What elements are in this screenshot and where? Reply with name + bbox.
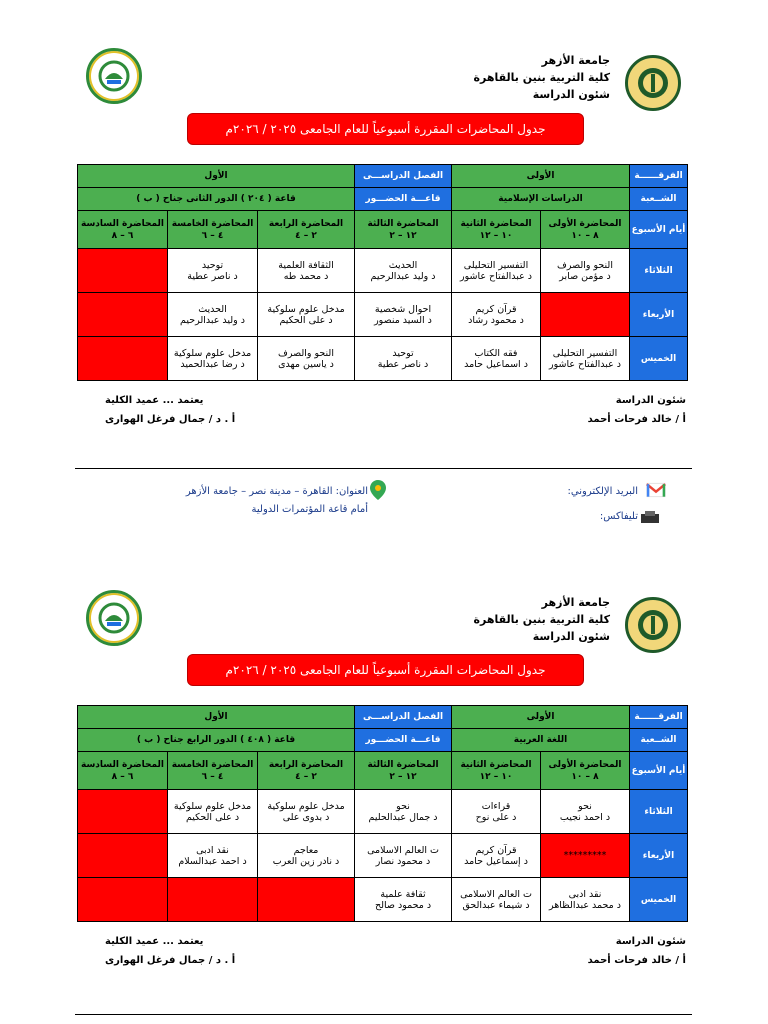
cell-content bbox=[541, 348, 629, 370]
dean-name: أ . د / جمال فرغل الهوارى bbox=[105, 955, 236, 966]
schedule-cell bbox=[355, 293, 452, 337]
schedule-cell bbox=[452, 293, 541, 337]
schedule-cell bbox=[258, 293, 355, 337]
lecture-header bbox=[168, 752, 258, 790]
lecture-name: المحاضرة الثالثة bbox=[367, 759, 439, 770]
teacher-name: د عبدالفتاح عاشور bbox=[459, 270, 533, 282]
teacher-name: د احمد نجيب bbox=[559, 811, 611, 823]
schedule-cell bbox=[168, 249, 258, 293]
schedule-cell bbox=[168, 790, 258, 834]
lecture-header bbox=[258, 752, 355, 790]
subject-name: قرآن كريم bbox=[475, 844, 517, 856]
teacher-name: د إسماعيل حامد bbox=[464, 855, 528, 867]
schedule-cell bbox=[78, 878, 168, 922]
teacher-name: د احمد عبدالسلام bbox=[178, 855, 247, 867]
subject-name: التفسير التحليلى bbox=[463, 259, 529, 271]
lecture-time: ٤ – ٦ bbox=[201, 771, 224, 782]
registrar-title: شئون الدراسة bbox=[615, 936, 686, 947]
azhar-university-logo bbox=[625, 597, 681, 653]
schedule-cell bbox=[258, 834, 355, 878]
footer-divider bbox=[75, 468, 692, 469]
subject-name: مدخل علوم سلوكية bbox=[173, 800, 252, 812]
lecture-header bbox=[541, 752, 630, 790]
registrar-name: أ / خالد فرحات أحمد bbox=[587, 414, 686, 425]
cell-content bbox=[355, 304, 451, 326]
schedule-cell bbox=[541, 878, 630, 922]
lecture-time: ٢ – ٤ bbox=[295, 230, 317, 241]
teacher-name: د عبدالفتاح عاشور bbox=[548, 358, 622, 370]
subject-name: فقه الكتاب bbox=[474, 347, 518, 359]
day-label: الخميس bbox=[630, 337, 688, 381]
lecture-time: ١٠ – ١٢ bbox=[479, 771, 513, 782]
division-label: الشــعبة bbox=[630, 188, 688, 211]
lecture-name: المحاضرة الخامسة bbox=[171, 759, 254, 770]
subject-name: نقد ادبى bbox=[568, 888, 602, 900]
cell-content bbox=[355, 889, 451, 911]
division-value: اللغة العربية bbox=[452, 729, 630, 752]
schedule-cell bbox=[541, 249, 630, 293]
lecture-time: ٨ – ١٠ bbox=[571, 771, 599, 782]
department-name: شئون الدراسة bbox=[532, 88, 610, 101]
address-line-2: أمام قاعة المؤتمرات الدولية bbox=[251, 504, 368, 515]
teacher-name: د وليد عبدالرحيم bbox=[370, 270, 436, 282]
schedule-cell bbox=[258, 249, 355, 293]
cell-content bbox=[258, 801, 354, 823]
map-pin-icon bbox=[368, 482, 388, 498]
hall-value: قاعة ( ٤٠٨ ) الدور الرابع جناح ( ب ) bbox=[78, 729, 355, 752]
schedule-cell bbox=[452, 249, 541, 293]
cell-content bbox=[355, 260, 451, 282]
dean-title: يعتمد ... عميد الكلية bbox=[105, 395, 204, 406]
day-label: الخميس bbox=[630, 878, 688, 922]
lecture-header bbox=[78, 752, 168, 790]
cell-content bbox=[452, 889, 540, 911]
schedule-cell bbox=[78, 790, 168, 834]
schedule-cell bbox=[78, 293, 168, 337]
hall-label: قاعـــة الحضـــور bbox=[355, 729, 452, 752]
day-row bbox=[78, 790, 688, 834]
dean-name: أ . د / جمال فرغل الهوارى bbox=[105, 414, 236, 425]
azhar-university-logo bbox=[625, 55, 681, 111]
teacher-name: د على الحكيم bbox=[279, 314, 333, 326]
gmail-icon bbox=[646, 482, 666, 498]
lecture-name: المحاضرة الثانية bbox=[460, 759, 532, 770]
subject-name: ت العالم الاسلامى bbox=[367, 844, 439, 856]
teacher-name: د محمود صالح bbox=[374, 899, 432, 911]
division-value: الدراسات الإسلامية bbox=[452, 188, 630, 211]
lecture-name: المحاضرة الرابعة bbox=[268, 759, 344, 770]
cell-content bbox=[452, 348, 540, 370]
schedule-cell bbox=[355, 249, 452, 293]
university-name: جامعة الأزهر bbox=[541, 54, 610, 67]
cell-content bbox=[452, 801, 540, 823]
registrar-title: شئون الدراسة bbox=[615, 395, 686, 406]
subject-name: مدخل علوم سلوكية bbox=[173, 347, 252, 359]
lecture-time: ٨ – ١٠ bbox=[571, 230, 599, 241]
subject-name: الثقافة العلمية bbox=[278, 259, 334, 271]
department-name: شئون الدراسة bbox=[532, 630, 610, 643]
schedule-cell bbox=[78, 249, 168, 293]
schedule-banner: جدول المحاضرات المقررة أسبوعياً للعام الجامعى ٢٠٢٥ / ٢٠٢٦م bbox=[187, 113, 584, 145]
college-name: كلية التربية بنين بالقاهرة bbox=[473, 71, 610, 84]
teacher-name: د اسماعيل حامد bbox=[464, 358, 528, 370]
day-row bbox=[78, 293, 688, 337]
schedule-cell bbox=[258, 878, 355, 922]
subject-name: التفسير التحليلى bbox=[552, 347, 618, 359]
subject-name: نحو bbox=[578, 800, 592, 812]
teacher-name: د رضا عبدالحميد bbox=[180, 358, 245, 370]
cell-content bbox=[168, 348, 257, 370]
cell-content bbox=[355, 348, 451, 370]
cell-content bbox=[258, 304, 354, 326]
subject-name: ت العالم الاسلامى bbox=[460, 888, 532, 900]
footer-divider bbox=[75, 1014, 692, 1015]
schedule-cell bbox=[168, 337, 258, 381]
hall-value: قاعة ( ٢٠٤ ) الدور الثانى جناح ( ب ) bbox=[78, 188, 355, 211]
cell-content bbox=[258, 348, 354, 370]
day-row bbox=[78, 249, 688, 293]
lecture-time: ١٢ – ٢ bbox=[389, 771, 417, 782]
week-days-label: أيام الأسبوع bbox=[630, 211, 688, 249]
grade-label: الفرقــــــة bbox=[630, 165, 688, 188]
teacher-name: د محمود نصار bbox=[375, 855, 431, 867]
subject-name: احوال شخصية bbox=[374, 303, 432, 315]
lecture-name: المحاضرة الثالثة bbox=[367, 218, 439, 229]
cell-content bbox=[355, 801, 451, 823]
lecture-name: المحاضرة الخامسة bbox=[171, 218, 254, 229]
schedule-cell bbox=[541, 337, 630, 381]
schedule-cell bbox=[452, 337, 541, 381]
schedule-cell bbox=[78, 834, 168, 878]
subject-name: نحو bbox=[396, 800, 410, 812]
semester-label: الفصل الدراســـى bbox=[355, 165, 452, 188]
cell-content bbox=[541, 801, 629, 823]
lecture-header bbox=[78, 211, 168, 249]
subject-name: النحو والصرف bbox=[557, 259, 613, 271]
college-logo bbox=[86, 48, 142, 104]
grade-value: الأولى bbox=[452, 165, 630, 188]
subject-name: الحديث bbox=[388, 259, 418, 271]
cell-content bbox=[541, 260, 629, 282]
semester-value: الأول bbox=[78, 706, 355, 729]
schedule-table bbox=[77, 705, 688, 922]
teacher-name: د على الحكيم bbox=[185, 811, 240, 823]
schedule-cell bbox=[355, 834, 452, 878]
teacher-name: د نادر زين العرب bbox=[272, 855, 340, 867]
teacher-name: د محمد عبدالظاهر bbox=[549, 899, 621, 911]
week-days-label: أيام الأسبوع bbox=[630, 752, 688, 790]
schedule-cell bbox=[541, 293, 630, 337]
university-header bbox=[474, 52, 610, 103]
division-label: الشــعبة bbox=[630, 729, 688, 752]
university-name: جامعة الأزهر bbox=[541, 596, 610, 609]
subject-name: قراءات bbox=[481, 800, 511, 812]
day-row bbox=[78, 834, 688, 878]
schedule-cell bbox=[168, 834, 258, 878]
subject-name: ********* bbox=[563, 850, 607, 861]
cell-content bbox=[452, 304, 540, 326]
teacher-name: د السيد منصور bbox=[374, 314, 432, 326]
subject-name: مدخل علوم سلوكية bbox=[267, 800, 345, 812]
cell-content bbox=[452, 845, 540, 867]
college-name: كلية التربية بنين بالقاهرة bbox=[473, 613, 610, 626]
schedule-cell bbox=[78, 337, 168, 381]
subject-name: النحو والصرف bbox=[278, 347, 334, 359]
subject-name: مدخل علوم سلوكية bbox=[267, 303, 345, 315]
lecture-time: ٦ – ٨ bbox=[111, 771, 134, 782]
semester-value: الأول bbox=[78, 165, 355, 188]
semester-label: الفصل الدراســـى bbox=[355, 706, 452, 729]
subject-name: قرآن كريم bbox=[475, 303, 517, 315]
teacher-name: د جمال عبدالحليم bbox=[368, 811, 438, 823]
cell-content bbox=[258, 845, 354, 867]
cell-content bbox=[168, 845, 257, 867]
email-label: البريد الإلكتروني: bbox=[567, 486, 638, 497]
lecture-name: المحاضرة السادسة bbox=[80, 759, 165, 770]
schedule-cell bbox=[452, 878, 541, 922]
lecture-name: المحاضرة الرابعة bbox=[268, 218, 344, 229]
subject-name: نقد ادبى bbox=[196, 844, 229, 856]
lecture-name: المحاضرة الأولى bbox=[548, 759, 622, 770]
lecture-time: ١٢ – ٢ bbox=[389, 230, 417, 241]
subject-name: معاجم bbox=[293, 844, 319, 856]
cell-content bbox=[258, 260, 354, 282]
teacher-name: د شيماء عبدالحق bbox=[462, 899, 530, 911]
lecture-header bbox=[355, 211, 452, 249]
lecture-name: المحاضرة الأولى bbox=[548, 218, 622, 229]
teacher-name: د مؤمن صابر bbox=[559, 270, 611, 282]
lecture-header bbox=[168, 211, 258, 249]
university-header bbox=[474, 594, 610, 645]
lecture-header bbox=[452, 752, 541, 790]
lecture-time: ١٠ – ١٢ bbox=[479, 230, 513, 241]
cell-content bbox=[541, 889, 629, 911]
teacher-name: د ناصر عطية bbox=[187, 270, 238, 282]
fax-label: تليفاكس: bbox=[599, 511, 638, 522]
schedule-cell bbox=[452, 790, 541, 834]
address-line: العنوان: القاهرة – مدينة نصر – جامعة الأزهر bbox=[185, 486, 368, 497]
lecture-header bbox=[355, 752, 452, 790]
subject-name: توحيد bbox=[392, 347, 414, 359]
schedule-table bbox=[77, 164, 688, 381]
day-label: الأربعاء bbox=[630, 293, 688, 337]
teacher-name: د على نوح bbox=[475, 811, 517, 823]
cell-content bbox=[452, 260, 540, 282]
teacher-name: د محمود رشاد bbox=[468, 314, 524, 326]
dean-title: يعتمد ... عميد الكلية bbox=[105, 936, 204, 947]
cell-content bbox=[168, 801, 257, 823]
lecture-time: ٢ – ٤ bbox=[295, 771, 317, 782]
schedule-cell bbox=[355, 337, 452, 381]
schedule-cell bbox=[355, 878, 452, 922]
teacher-name: د بدوى على bbox=[282, 811, 330, 823]
schedule-cell bbox=[355, 790, 452, 834]
schedule-cell bbox=[258, 337, 355, 381]
fax-icon bbox=[640, 509, 660, 525]
cell-content bbox=[355, 845, 451, 867]
schedule-cell bbox=[168, 878, 258, 922]
lecture-time: ٤ – ٦ bbox=[201, 230, 224, 241]
subject-name: ثقافة علمية bbox=[380, 888, 426, 900]
hall-label: قاعـــة الحضـــور bbox=[355, 188, 452, 211]
cell-content bbox=[168, 304, 257, 326]
schedule-cell bbox=[452, 834, 541, 878]
subject-name: الحديث bbox=[198, 303, 227, 315]
day-label: الأربعاء bbox=[630, 834, 688, 878]
lecture-name: المحاضرة السادسة bbox=[80, 218, 165, 229]
grade-label: الفرقــــــة bbox=[630, 706, 688, 729]
teacher-name: د محمد طه bbox=[283, 270, 329, 282]
day-row bbox=[78, 337, 688, 381]
day-label: الثلاثاء bbox=[630, 249, 688, 293]
day-row bbox=[78, 878, 688, 922]
schedule-cell bbox=[541, 834, 630, 878]
lecture-time: ٦ – ٨ bbox=[111, 230, 134, 241]
registrar-name: أ / خالد فرحات أحمد bbox=[587, 955, 686, 966]
college-logo bbox=[86, 590, 142, 646]
teacher-name: د وليد عبدالرحيم bbox=[180, 314, 245, 326]
subject-name: توحيد bbox=[201, 259, 224, 271]
cell-content bbox=[168, 260, 257, 282]
schedule-banner: جدول المحاضرات المقررة أسبوعياً للعام الجامعى ٢٠٢٥ / ٢٠٢٦م bbox=[187, 654, 584, 686]
lecture-header bbox=[541, 211, 630, 249]
lecture-name: المحاضرة الثانية bbox=[460, 218, 532, 229]
teacher-name: د ناصر عطية bbox=[377, 358, 429, 370]
lecture-header bbox=[258, 211, 355, 249]
schedule-cell bbox=[258, 790, 355, 834]
teacher-name: د ياسين مهدى bbox=[278, 358, 334, 370]
cell-content bbox=[541, 850, 629, 861]
day-label: الثلاثاء bbox=[630, 790, 688, 834]
schedule-cell bbox=[168, 293, 258, 337]
schedule-cell bbox=[541, 790, 630, 834]
grade-value: الأولى bbox=[452, 706, 630, 729]
lecture-header bbox=[452, 211, 541, 249]
